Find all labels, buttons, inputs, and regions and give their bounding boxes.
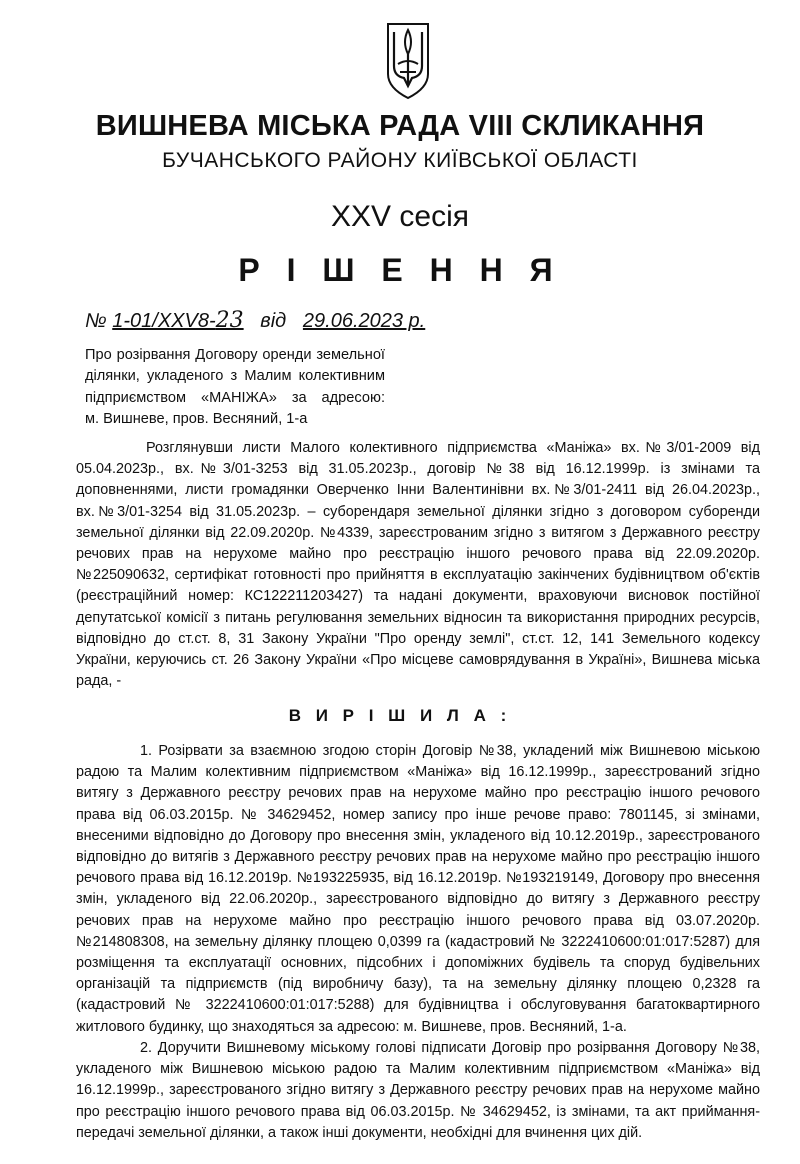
- preamble-line: земельної ділянки від 22.09.2020р. №4339, зареєстрованим згідно з витягом з Державного реєстру: [76, 524, 760, 541]
- item-line: права від 06.03.2015р. № 34629452, номер запису про інше речове право: 7801145, зі змінами,: [76, 806, 760, 823]
- decided-heading: В И Р І Ш И Л А :: [288, 706, 512, 725]
- preamble-line: відповідно до ст.ст. 8, 31 Закону України "Про оренду землі", ст.ст. 12, 141 Земельного кодексу: [76, 630, 760, 647]
- preamble-line: депутатської комісії з питань регулювання земельних відносин та використання природних ресурсів,: [76, 609, 760, 626]
- decision-date: 29.06.2023 р.: [302, 310, 426, 332]
- document-type-title: Р І Ш Е Н Н Я: [238, 252, 562, 288]
- item-line: 1. Розірвати за взаємною згодою сторін Договір №38, укладений між Вишневою міською: [140, 743, 760, 759]
- item-line: організацій та підприємств (під виробничу базу), та на земельну ділянку площею 0,2328 га: [76, 976, 760, 993]
- item-line: радою та Малим колективним підприємством «Маніжа» від 16.12.1999р., зареєстрований згідно: [76, 764, 760, 781]
- item-line: передачі земельної ділянки, а також інші документи, необхідні для вчинення цих дій.: [76, 1124, 643, 1141]
- preamble-line: речових прав на нерухоме майно про реєстрацію іншого речового права від 22.09.2020р.: [76, 546, 760, 563]
- preamble-line: (реєстраційний номер: КС122211203427) та надані документи, враховуючи висновок постійної: [76, 588, 760, 605]
- decision-number-handwritten: 23: [215, 308, 244, 333]
- preamble-line: рада, -: [76, 673, 122, 690]
- decision-number-line: [85, 308, 425, 333]
- decision-number-typed: 1-01/XXV8-: [112, 310, 216, 332]
- item-line: змін, укладеного від 22.06.2020р., зареєстрованого відповідно до витягу з Державного реєстру: [76, 891, 760, 908]
- preamble-line: Розглянувши листи Малого колективного підприємства «Маніжа» вх.№3/01-2009 від: [146, 440, 760, 456]
- decision-number: [112, 310, 243, 332]
- item-line: внесеними відповідно до Договору про внесення змін, укладеного від 10.12.2019р., зареєстрованого: [76, 827, 760, 844]
- preamble-line: України, керуючись ст. 26 Закону України «Про місцеве самоврядування в Україні», Вишнева міська: [76, 652, 760, 669]
- subject-line: ділянки, укладеного з Малим колективним: [85, 368, 385, 385]
- item-line: №214808308, на земельну ділянку площею 0,0399 га (кадастровий № 3222410600:01:017:5287) для: [76, 933, 760, 950]
- coat-of-arms-trident-icon: [384, 20, 432, 100]
- preamble-paragraph: [76, 438, 760, 692]
- number-sign: №: [85, 310, 107, 332]
- district-name: БУЧАНСЬКОГО РАЙОНУ КИЇВСЬКОЇ ОБЛАСТІ: [162, 149, 638, 172]
- item-line: розміщення та експлуатації основних, підсобних і допоміжних будівель та споруд будівельних: [76, 955, 760, 972]
- item-line: житлового будинку, що знаходяться за адресою: м. Вишневе, пров. Весняний, 1-а.: [76, 1018, 627, 1035]
- decision-item-2: [76, 1038, 760, 1144]
- item-line: про реєстрацію іншого речового права від 06.03.2015р. № 34629452, із змінами, та акт приймання-: [76, 1103, 760, 1120]
- subject-line: підприємством «МАНІЖА» за адресою:: [85, 389, 385, 406]
- decision-item-1: [76, 741, 760, 1038]
- item-line: речового права від 16.12.2019р. №193225935, від 16.12.2019р. №193219149, Договору про внесення: [76, 870, 760, 887]
- item-line: 2. Доручити Вишневому міському голові підписати Договір про розірвання Договору №38,: [140, 1040, 760, 1056]
- preamble-line: вх.№3/01-3254 від 31.05.2023р. – суборендаря земельної ділянки згідно з договором суборенди: [76, 503, 760, 520]
- session-title: XXV сесія: [331, 200, 469, 233]
- item-line: витягу з Державного реєстру речових прав на нерухоме майно про реєстрацію іншого речового: [76, 785, 760, 802]
- preamble-line: доповненнями, листи громадянки Оверченко Інни Валентинівни вх.№3/01-2411 від 26.04.2023р.,: [76, 482, 760, 499]
- decision-subject: [85, 345, 385, 430]
- subject-line: Про розірвання Договору оренди земельної: [85, 347, 385, 363]
- subject-line: м. Вишневе, пров. Весняний, 1-а: [85, 410, 308, 427]
- preamble-line: №225090632, сертифікат готовності про прийняття в експлуатацію закінчених будівництвом об'єктів: [76, 567, 760, 584]
- item-line: речових прав на нерухоме майно про реєстрацію іншого речового права від 03.07.2020р.: [76, 912, 760, 929]
- item-line: відповідно до витягів з Державного реєстру речових прав на нерухоме майно про реєстрацію іншого: [76, 849, 760, 866]
- preamble-line: 05.04.2023р., вх.№3/01-3253 від 31.05.2023р., договір №38 від 16.12.1999р. із змінами та: [76, 461, 760, 478]
- council-name: ВИШНЕВА МІСЬКА РАДА VIII СКЛИКАННЯ: [95, 110, 705, 142]
- item-line: 16.12.1999р., зареєстрованого згідно витягу з Державного реєстру речових прав на нерухоме майно: [76, 1082, 760, 1099]
- item-line: (кадастровий № 3222410600:01:017:5288) для будівництва і обслуговування багатоквартирного: [76, 997, 760, 1014]
- item-line: укладеного між Вишневою міською радою та Малим колективним підприємством «Маніжа» від: [76, 1061, 760, 1078]
- date-label: від: [260, 310, 287, 332]
